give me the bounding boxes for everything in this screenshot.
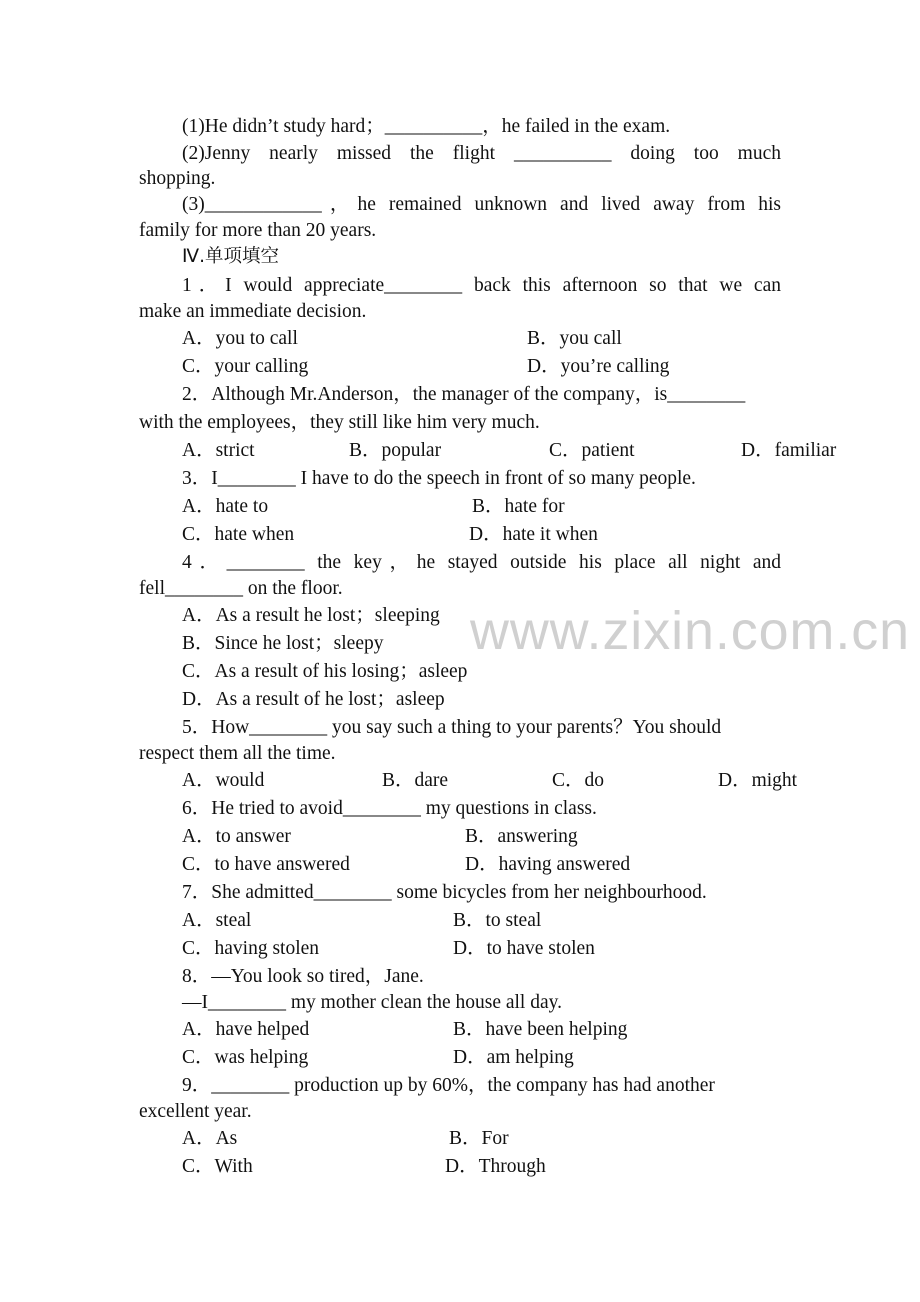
question-8-option-b: B．have been helping	[453, 1019, 628, 1040]
question-6-stem: 6．He tried to avoid________ my questions in class.	[182, 798, 597, 819]
question-5-option-b: B．dare	[382, 770, 449, 791]
question-4-option-d: D．As a result of he lost；asleep	[182, 689, 445, 710]
question-4-option-b: B．Since he lost；sleepy	[182, 633, 384, 654]
question-8-option-a: A．have helped	[182, 1019, 310, 1040]
question-7-stem: 7．She admitted________ some bicycles from her neighbourhood.	[182, 882, 707, 903]
question-9-option-a: A．As	[182, 1128, 238, 1149]
question-7-option-a: A．steal	[182, 910, 252, 931]
question-6-option-d: D．having answered	[465, 854, 631, 875]
question-6-option-c: C．to have answered	[182, 854, 350, 875]
question-4-stem-line-1: 4．________ the key，he stayed outside his place all night and	[182, 552, 781, 573]
question-3-option-a: A．hate to	[182, 496, 269, 517]
question-1-option-d: D．you’re calling	[527, 356, 670, 377]
question-6-option-b: B．answering	[465, 826, 578, 847]
question-4-stem-line-2: fell________ on the floor.	[139, 578, 343, 599]
section-heading: Ⅳ.单项填空	[182, 246, 279, 267]
translation-3-line-2: family for more than 20 years.	[139, 220, 377, 241]
question-8-option-d: D．am helping	[453, 1047, 574, 1068]
question-2-option-a: A．strict	[182, 440, 255, 461]
question-3-stem: 3．I________ I have to do the speech in front of so many people.	[182, 468, 696, 489]
question-8-stem-line-1: 8．—You look so tired，Jane.	[182, 966, 424, 987]
question-2-stem-line-2: with the employees，they still like him very much.	[139, 412, 540, 433]
question-5-stem-line-2: respect them all the time.	[139, 743, 336, 764]
question-2-stem-line-1: 2．Although Mr.Anderson，the manager of the company，is________	[182, 384, 746, 405]
question-3-option-c: C．hate when	[182, 524, 295, 545]
question-9-stem-line-2: excellent year.	[139, 1101, 252, 1122]
question-9-stem-line-1: 9．________ production up by 60%，the company has had another	[182, 1075, 715, 1096]
translation-2-line-2: shopping.	[139, 168, 216, 189]
question-3-option-b: B．hate for	[472, 496, 565, 517]
question-6-option-a: A．to answer	[182, 826, 291, 847]
question-1-option-a: A．you to call	[182, 328, 298, 349]
question-5-option-a: A．would	[182, 770, 265, 791]
translation-1: (1)He didn’t study hard；__________，he failed in the exam.	[182, 116, 671, 137]
question-9-option-d: D．Through	[445, 1156, 546, 1177]
question-2-option-b: B．popular	[349, 440, 442, 461]
question-1-stem-line-1: 1．I would appreciate________ back this afternoon so that we can	[182, 275, 781, 296]
question-9-option-b: B．For	[449, 1128, 509, 1149]
question-3-option-d: D．hate it when	[469, 524, 598, 545]
translation-2-line-1: (2)Jenny nearly missed the flight __________ doing too much	[182, 143, 781, 164]
question-1-stem-line-2: make an immediate decision.	[139, 301, 367, 322]
question-1-option-b: B．you call	[527, 328, 622, 349]
question-7-option-c: C．having stolen	[182, 938, 320, 959]
question-5-stem-line-1: 5．How________ you say such a thing to your parents？You should	[182, 717, 722, 738]
question-2-option-c: C．patient	[549, 440, 635, 461]
question-8-option-c: C．was helping	[182, 1047, 309, 1068]
question-4-option-a: A．As a result he lost；sleeping	[182, 605, 440, 626]
question-8-stem-line-2: —I________ my mother clean the house all day.	[182, 992, 562, 1013]
question-2-option-d: D．familiar	[741, 440, 837, 461]
question-4-option-c: C．As a result of his losing；asleep	[182, 661, 468, 682]
watermark: www.zixin.com.cn	[470, 600, 910, 662]
question-5-option-d: D．might	[718, 770, 798, 791]
question-5-option-c: C．do	[552, 770, 605, 791]
question-7-option-d: D．to have stolen	[453, 938, 595, 959]
question-1-option-c: C．your calling	[182, 356, 309, 377]
question-7-option-b: B．to steal	[453, 910, 542, 931]
question-9-option-c: C．With	[182, 1156, 253, 1177]
translation-3-line-1: (3)____________，he remained unknown and lived away from his	[182, 194, 781, 215]
